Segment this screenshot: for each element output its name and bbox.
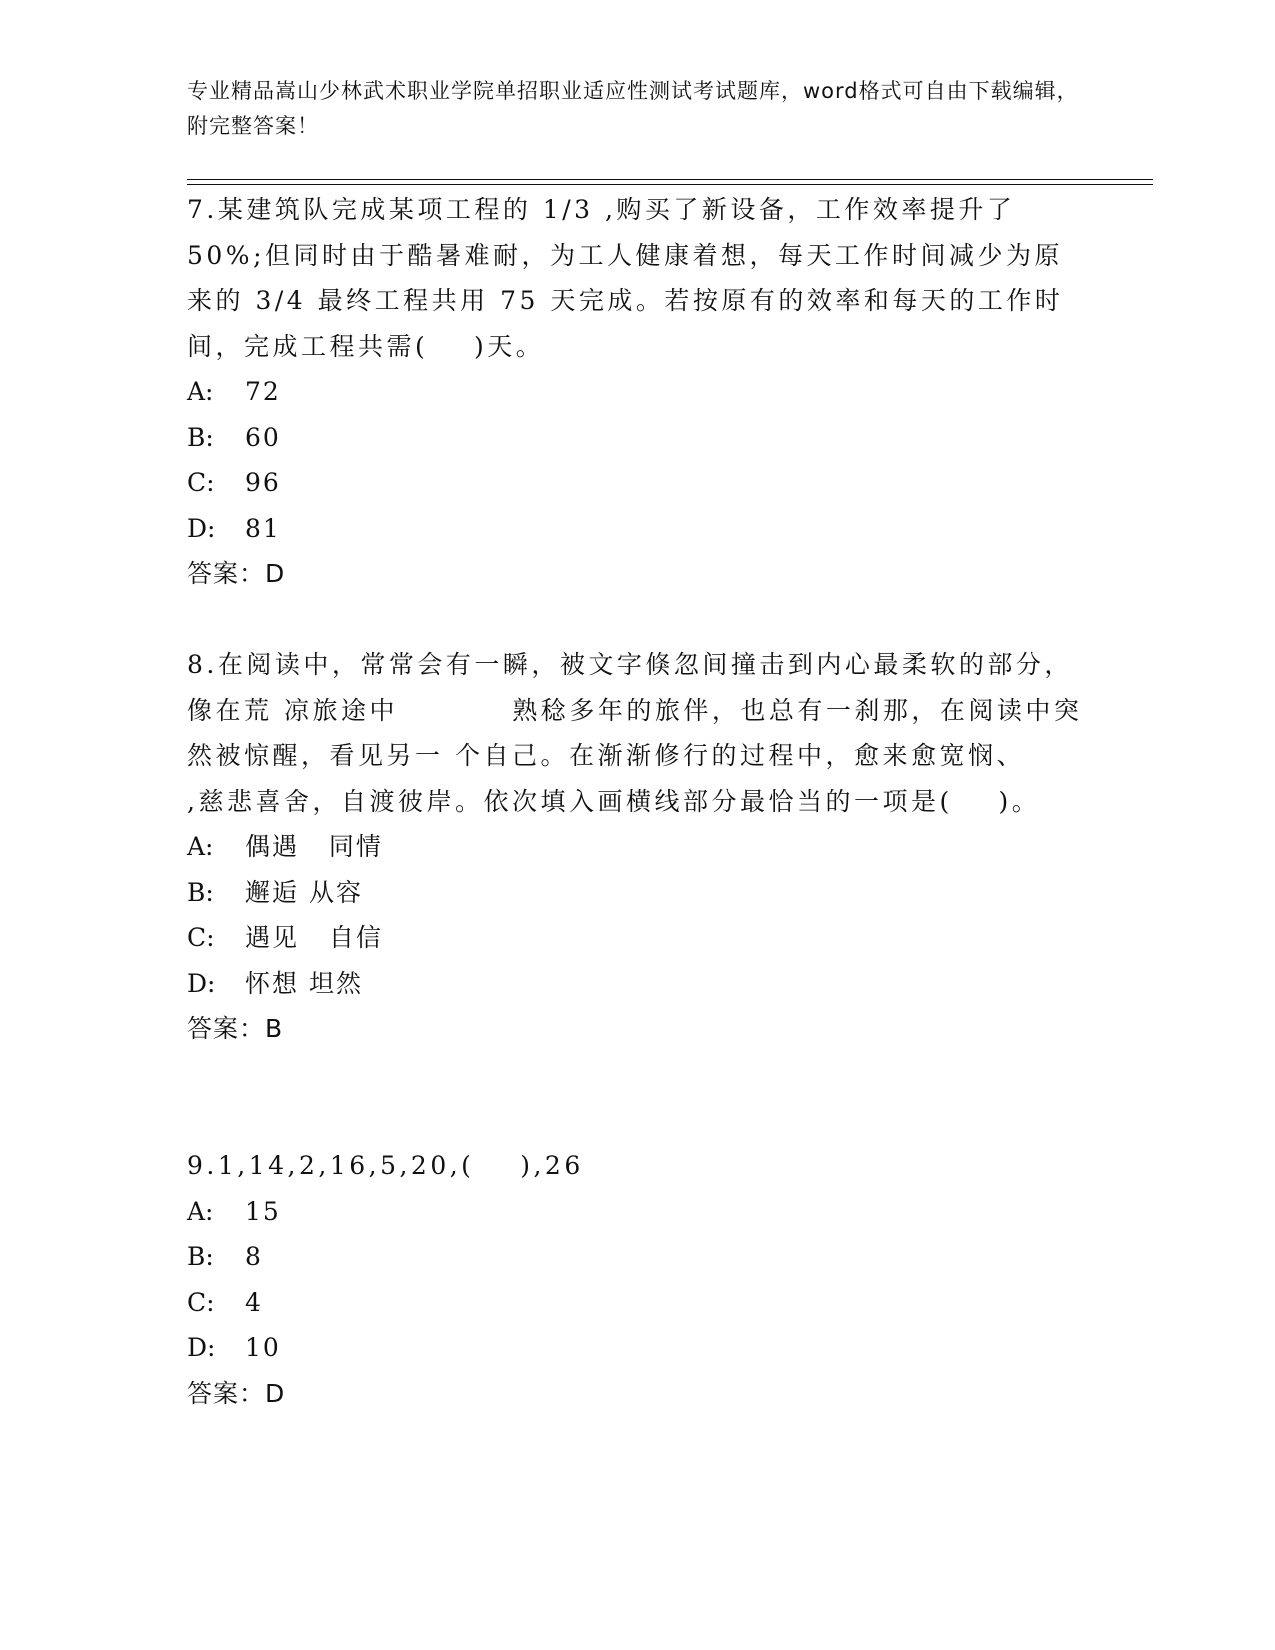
option-d (187, 961, 1087, 1007)
option-text: 15 (245, 1196, 281, 1226)
option-letter: D: (187, 1333, 216, 1362)
option-c (187, 460, 1087, 506)
header-divider-top (187, 179, 1153, 180)
option-text: 96 (245, 468, 281, 497)
option-text: 怀想 坦然 (245, 968, 363, 998)
option-letter: B: (187, 877, 214, 907)
option-letter: A: (187, 1196, 214, 1226)
option-a (187, 1189, 1087, 1235)
option-text: 60 (245, 422, 281, 452)
option-letter: C: (187, 923, 215, 952)
option-text: 8 (245, 1242, 263, 1271)
question-text: 8.在阅读中，常常会有一瞬，被文字倏忽间撞击到内心最柔软的部分，像在荒 凉旅途中 熟稔多年的旅伴，也总有一刹那，在阅读中突然被惊醒，看见另一 个自己。在渐渐修行的过程中，愈来愈宽悯、 ,慈悲喜舍，自渡彼岸。依次填入画横线部分最恰当的一项是( )。 (187, 650, 1117, 816)
option-text: 10 (245, 1333, 281, 1362)
option-a (187, 824, 1087, 870)
option-letter: A: (187, 832, 214, 861)
option-letter: A: (187, 377, 214, 406)
question-7 (187, 187, 1087, 597)
option-letter: C: (187, 468, 215, 497)
answer-line: 答案：D (187, 1378, 286, 1408)
option-letter: D: (187, 513, 216, 543)
option-b (187, 870, 1087, 916)
question-9 (187, 1143, 1087, 1416)
option-b (187, 1234, 1087, 1280)
option-letter: B: (187, 1242, 214, 1271)
option-letter: C: (187, 1287, 215, 1317)
answer-line: 答案：D (187, 559, 286, 588)
option-text: 偶遇 同情 (245, 832, 383, 861)
option-text: 4 (245, 1287, 263, 1317)
question-text: 9.1,14,2,16,5,20,( ),26 (187, 1151, 584, 1180)
option-a (187, 369, 1087, 415)
question-8 (187, 642, 1117, 1052)
option-d (187, 1325, 1087, 1371)
option-c (187, 1280, 1087, 1326)
option-text: 邂逅 从容 (245, 877, 363, 907)
option-text: 72 (245, 377, 281, 406)
option-d (187, 506, 1087, 552)
answer-line: 答案：B (187, 1014, 284, 1043)
option-letter: B: (187, 422, 214, 452)
option-letter: D: (187, 968, 216, 998)
header-divider-bottom (187, 184, 1153, 185)
option-b (187, 415, 1087, 461)
document-header: 专业精品嵩山少林武术职业学院单招职业适应性测试考试题库，word格式可自由下载编辑，附完整答案！ (187, 79, 1079, 138)
option-text: 81 (245, 513, 281, 543)
option-text: 遇见 自信 (245, 923, 383, 952)
question-text: 7.某建筑队完成某项工程的 1/3 ,购买了新设备，工作效率提升了50%;但同时由于酷暑难耐，为工人健康着想，每天工作时间减少为原来的 3/4 最终工程共用 75 天完成。若按原有的效率和每天的工作时间，完成工程共需( )天。 (187, 195, 1064, 361)
option-c (187, 915, 1087, 961)
